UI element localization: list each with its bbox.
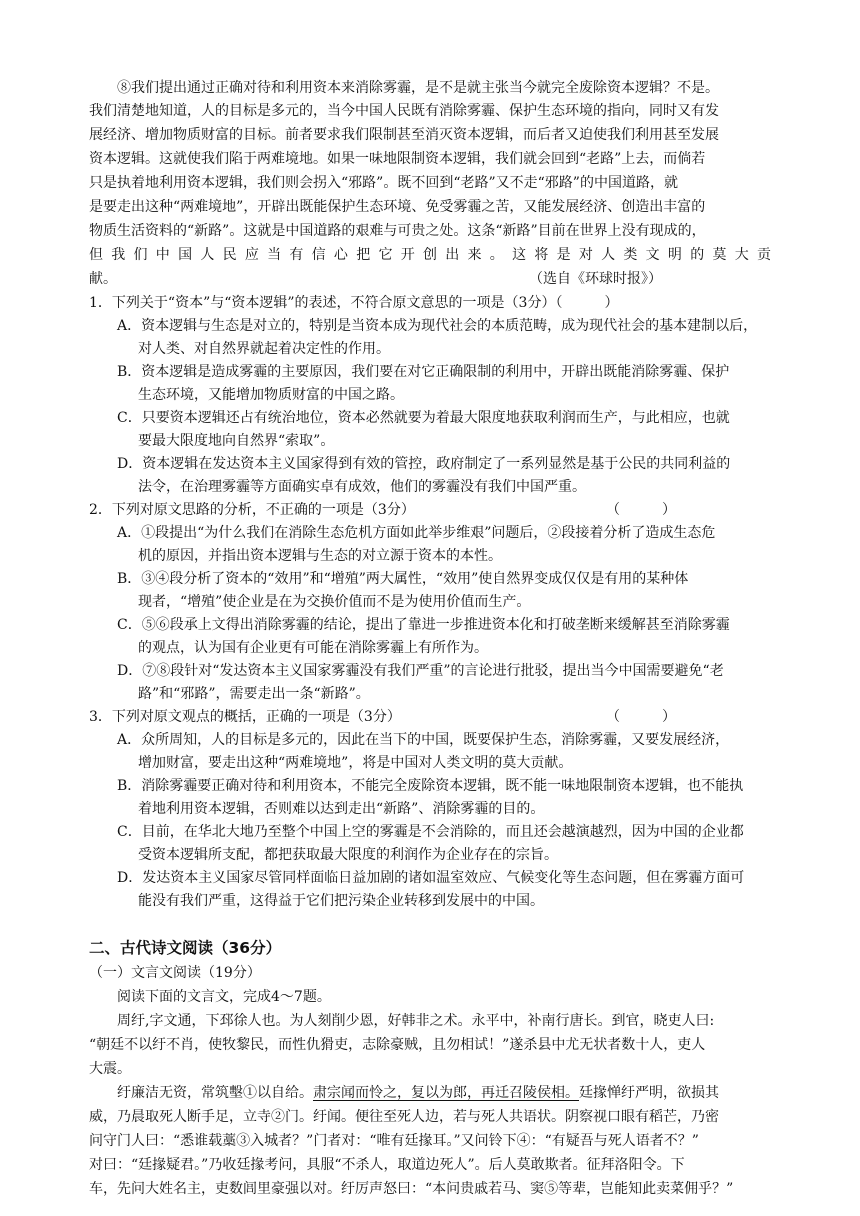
classical-text: 廷掾惮纡严明，欲损其 bbox=[579, 1085, 719, 1101]
passage-line: ⑧我们提出通过正确对待和利用资本来消除雾霾，是不是就主张当今就完全废除资本逻辑？不是。 bbox=[117, 80, 719, 96]
q2-option-c: C．⑤⑥段承上文得出消除雾霾的结论，提出了靠进一步推进资本化和打破垄断来缓解甚至消除雾霾 bbox=[117, 617, 730, 633]
classical-line: 周纡,字文通，下邳徐人也。为人刻削少恩，好韩非之术。永平中，补南行唐长。到官，晓吏人曰: bbox=[117, 1013, 715, 1029]
passage-line: 献。 bbox=[89, 271, 117, 287]
q1-option-b-cont: 生态环境，又能增加物质财富的中国之路。 bbox=[138, 387, 404, 403]
underlined-sentence: 肃宗闻而怜之，复以为郎，再迁召陵侯相。 bbox=[313, 1085, 579, 1101]
passage-line: 是要走出这种“两难境地”，开辟出既能保护生态环境、免受雾霾之苦，又能发展经济、创造出丰富的 bbox=[89, 199, 706, 215]
classical-line: 对曰：“廷掾疑君。”乃收廷掾考问，具服“不杀人，取道边死人”。后人莫敢欺者。征拜洛阳令。下 bbox=[89, 1157, 685, 1173]
q3-option-c: C．目前，在华北大地乃至整个中国上空的雾霾是不会消除的，而且还会越演越烈，因为中国的企业都 bbox=[117, 824, 744, 840]
passage-line: 展经济、增加物质财富的目标。前者要求我们限制甚至消灭资本逻辑，而后者又迫使我们利用甚至发展 bbox=[89, 127, 719, 143]
q2-option-b-cont: 现者，“增殖”使企业是在为交换价值而不是为使用价值而生产。 bbox=[138, 594, 531, 610]
q3-option-b: B．消除雾霾要正确对待和利用资本，不能完全废除资本逻辑，既不能一味地限制资本逻辑，也不能执 bbox=[117, 778, 744, 794]
q1-option-d-cont: 法令，在治理雾霾等方面确实卓有成效，他们的雾霾没有我们中国严重。 bbox=[138, 479, 586, 495]
source-citation: （选自《环球时报》） bbox=[529, 271, 662, 287]
q2-option-a-cont: 机的原因，并指出资本逻辑与生态的对立源于资本的本性。 bbox=[138, 548, 502, 564]
passage-line: 但我们中国人民应当有信心把它开创出来。这将是对人类文明的莫大贡 bbox=[89, 247, 775, 263]
passage-line: 我们清楚地知道，人的目标是多元的，当今中国人民既有消除雾霾、保护生态环境的指向，同时又有发 bbox=[89, 103, 719, 119]
q2-option-d-cont: 路”和“邪路”，需要走出一条“新路”。 bbox=[138, 686, 370, 702]
classical-text: 纡廉洁无资，常筑墼①以自给。 bbox=[117, 1085, 313, 1101]
q3-option-b-cont: 着地利用资本逻辑，否则难以达到走出“新路”、消除雾霾的目的。 bbox=[138, 801, 545, 817]
q1-option-c-cont: 要最大限度地向自然界“索取”。 bbox=[138, 433, 335, 449]
q1-option-a: A．资本逻辑与生态是对立的，特别是当资本成为现代社会的本质范畴，成为现代社会的基本建制以后， bbox=[117, 318, 758, 334]
q2-option-d: D．⑦⑧段针对“发达资本主义国家雾霾没有我们严重”的言论进行批驳，提出当今中国需要避免“老 bbox=[117, 663, 724, 679]
q3-option-d-cont: 能没有我们严重，这得益于它们把污染企业转移到发展中的中国。 bbox=[138, 893, 544, 909]
q1-option-b: B．资本逻辑是造成雾霾的主要原因，我们要在对它正确限制的利用中，开辟出既能消除雾霾、保护 bbox=[117, 364, 730, 380]
classical-line: “朝廷不以纡不肖，使牧黎民，而性仇猾吏，志除豪贼，且勿相试！”遂杀县中尤无状者数十人，吏人 bbox=[89, 1037, 706, 1053]
answer-bracket: （ ） bbox=[606, 502, 676, 518]
q1-option-c: C．只要资本逻辑还占有统治地位，资本必然就要为着最大限度地获取利润而生产，与此相应，也就 bbox=[117, 410, 730, 426]
subsection-heading: （一）文言文阅读（19分） bbox=[89, 965, 261, 981]
section-heading: 二、古代诗文阅读（36分） bbox=[89, 939, 282, 957]
q1-option-a-cont: 对人类、对自然界就起着决定性的作用。 bbox=[138, 341, 390, 357]
passage-line: 资本逻辑。这就使我们陷于两难境地。如果一味地限制资本逻辑，我们就会回到“老路”上去，而倘若 bbox=[89, 151, 706, 167]
q1-option-d: D．资本逻辑在发达资本主义国家得到有效的管控，政府制定了一系列显然是基于公民的共同利益的 bbox=[117, 456, 731, 472]
q3-option-c-cont: 受资本逻辑所支配，都把获取最大限度的利润作为企业存在的宗旨。 bbox=[138, 847, 558, 863]
passage-line: 物质生活资料的“新路”。这就是中国道路的艰难与可贵之处。这条“新路”目前在世界上没有现成的， bbox=[89, 223, 706, 239]
classical-line: 大震。 bbox=[89, 1061, 131, 1077]
classical-line bbox=[117, 1082, 719, 1104]
question-2-stem: 2．下列对原文思路的分析，不正确的一项是（3分） bbox=[89, 502, 415, 518]
q3-option-a: A．众所周知，人的目标是多元的，因此在当下的中国，既要保护生态，消除雾霾，又要发展经济， bbox=[117, 732, 730, 748]
q3-option-a-cont: 增加财富，要走出这种“两难境地”，将是中国对人类文明的莫大贡献。 bbox=[138, 755, 573, 771]
q3-option-d: D．发达资本主义国家尽管同样面临日益加剧的诸如温室效应、气候变化等生态问题，但在雾霾方面可 bbox=[117, 870, 745, 886]
question-1-stem: 1．下列关于“资本”与“资本逻辑”的表述，不符合原文意思的一项是（3分）（ ） bbox=[89, 295, 619, 311]
question-3-stem: 3．下列对原文观点的概括，正确的一项是（3分） bbox=[89, 709, 401, 725]
answer-bracket: （ ） bbox=[606, 709, 676, 725]
passage-line: 只是执着地利用资本逻辑，我们则会拐入“邪路”。既不回到“老路”又不走“邪路”的中国道路，就 bbox=[89, 175, 678, 191]
instruction-text: 阅读下面的文言文，完成4～7题。 bbox=[117, 989, 331, 1005]
q2-option-b: B．③④段分析了资本的“效用”和“增殖”两大属性，“效用”使自然界变成仅仅是有用的某种体 bbox=[117, 571, 689, 587]
classical-line: 威，乃晨取死人断手足，立寺②门。纡闻。便往至死人边，若与死人共语状。阴察视口眼有稻芒，乃密 bbox=[89, 1109, 719, 1125]
q2-option-c-cont: 的观点，认为国有企业更有可能在消除雾霾上有所作为。 bbox=[138, 640, 488, 656]
classical-line: 车，先问大姓名主，吏数闾里豪强以对。纡厉声怒曰：“本问贵戚若马、窦⑤等辈，岂能知此卖菜佣乎？” bbox=[89, 1181, 734, 1197]
q2-option-a: A．①段提出“为什么我们在消除生态危机方面如此举步维艰”问题后，②段接着分析了造成生态危 bbox=[117, 525, 716, 541]
classical-line: 问守门人曰：“悉谁载藁③入城者？”门者对：“唯有廷掾耳。”又问铃下④：“有疑吾与死人语者不？” bbox=[89, 1133, 699, 1149]
